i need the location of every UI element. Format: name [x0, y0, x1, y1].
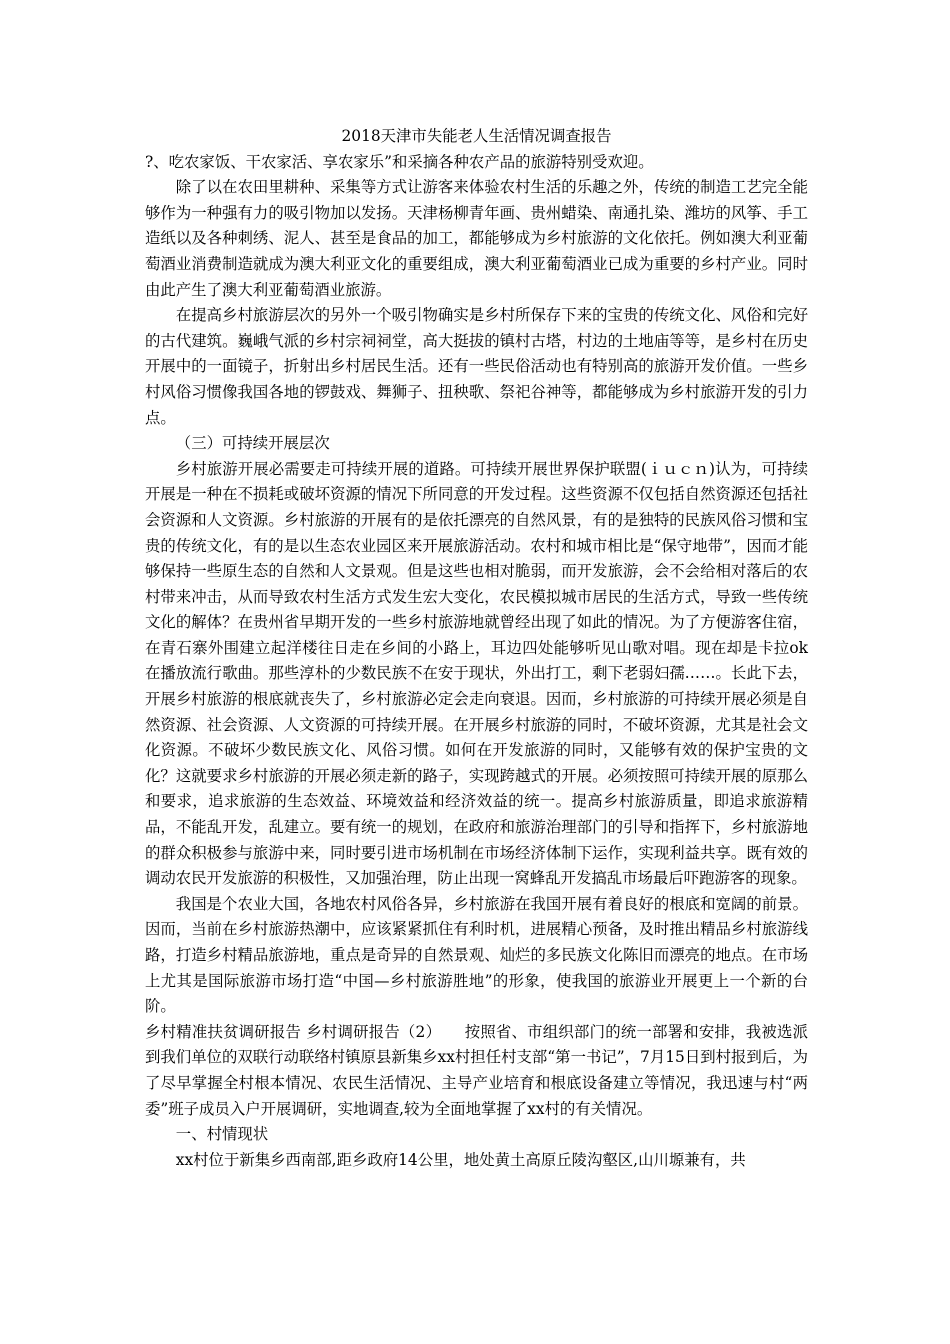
paragraph-1: ?、吃农家饭、干农家活、享农家乐”和采摘各种农产品的旅游特别受欢迎。	[145, 152, 654, 171]
paragraph-7: xx村位于新集乡西南部,距乡政府14公里，地处黄土高原丘陵沟壑区,山川塬兼有，共	[175, 1150, 746, 1169]
paragraph-4: 乡村旅游开展必需要走可持续开展的道路。可持续开展世界保护联盟(ｉｕｃｎ)认为，可持续开展是一种在不损耗或破坏资源的情况下所同意的开发过程。这些资源不仅包括自然资源还包括社会资源和人文资源。乡村旅游的开展有的是依托漂亮的自然风景，有的是独特的民族风俗习惯和宝贵的传统文化，有的是以生态农业园区来开展旅游活动。农村和城市相比是“保守地带”，因而才能够保持一些原生态的自然和人文景观。但是这些也相对脆弱，而开发旅游，会不会给相对落后的农村带来冲击，从而导致农村生活方式发生宏大变化，农民模拟城市居民的生活方式，导致一些传统文化的解体？在贵州省早期开发的一些乡村旅游地就曾经出现了如此的情况。为了方便游客住宿，在青石寨外围建立起洋楼往日走在乡间的小路上，耳边四处能够听见山歌对唱。现在却是卡拉ok在播放流行歌曲。那些淳朴的少数民族不在安于现状，外出打工，剩下老弱妇孺……。长此下去，开展乡村旅游的根底就丧失了，乡村旅游必定会走向衰退。因而，乡村旅游的可持续开展必须是自然资源、社会资源、人文资源的可持续开展。在开展乡村旅游的同时，不破坏资源，尤其是社会文化资源。不破坏少数民族文化、风俗习惯。如何在开发旅游的同时，又能够有效的保护宝贵的文化？这就要求乡村旅游的开展必须走新的路子，实现跨越式的开展。必须按照可持续开展的原那么和要求，追求旅游的生态效益、环境效益和经济效益的统一。提高乡村旅游质量，即追求旅游精品，不能乱开发，乱建立。要有统一的规划，在政府和旅游治理部门的引导和指挥下，乡村旅游地的群众积极参与旅游中来，同时要引进市场机制在市场经济体制下运作，实现利益共享。既有效的调动农民开发旅游的积极性，又加强治理，防止出现一窝蜂乱开发搞乱市场最后吓跑游客的现象。	[145, 459, 808, 888]
section-heading-sustainable: （三）可持续开展层次	[175, 434, 330, 453]
document-body	[145, 124, 808, 1173]
paragraph-6: 乡村精准扶贫调研报告 乡村调研报告（2） 按照省、市组织部门的统一部署和安排，我被选派到我们单位的双联行动联络村镇原县新集乡xx村担任村支部“第一书记”，7月15日到村报到后，为了尽早掌握全村根本情况、农民生活情况、主导产业培育和根底设备建立等情况，我迅速与村“两委”班子成员入户开展调研，实地调查,较为全面地掌握了xx村的有关情况。	[145, 1022, 808, 1118]
paragraph-5: 我国是个农业大国，各地农村风俗各异，乡村旅游在我国开展有着良好的根底和宽阔的前景。因而，当前在乡村旅游热潮中，应该紧紧抓住有利时机，进展精心预备，及时推出精品乡村旅游线路，打造乡村精品旅游地，重点是奇异的自然景观、灿烂的多民族文化陈旧而漂亮的地点。在市场上尤其是国际旅游市场打造“中国—乡村旅游胜地”的形象，使我国的旅游业开展更上一个新的台阶。	[145, 894, 808, 1016]
document-title: 2018天津市失能老人生活情况调查报告	[341, 127, 612, 145]
section-heading-village: 一、村情现状	[175, 1125, 269, 1144]
paragraph-2: 除了以在农田里耕种、采集等方式让游客来体验农村生活的乐趣之外，传统的制造工艺完全能够作为一种强有力的吸引物加以发扬。天津杨柳青年画、贵州蜡染、南通扎染、潍坊的风筝、手工造纸以及各种刺绣、泥人、甚至是食品的加工，都能够成为乡村旅游的文化依托。例如澳大利亚葡萄酒业消费制造就成为澳大利亚文化的重要组成，澳大利亚葡萄酒业已成为重要的乡村产业。同时由此产生了澳大利亚葡萄酒业旅游。	[145, 178, 808, 299]
paragraph-3: 在提高乡村旅游层次的另外一个吸引物确实是乡村所保存下来的宝贵的传统文化、风俗和完好的古代建筑。巍峨气派的乡村宗祠祠堂，高大挺拔的镇村古塔，村边的土地庙等等，是乡村在历史开展中的一面镜子，折射出乡村居民生活。还有一些民俗活动也有特别高的旅游开发价值。一些乡村风俗习惯像我国各地的锣鼓戏、舞狮子、扭秧歌、祭祀谷神等，都能够成为乡村旅游开发的引力点。	[145, 306, 808, 427]
